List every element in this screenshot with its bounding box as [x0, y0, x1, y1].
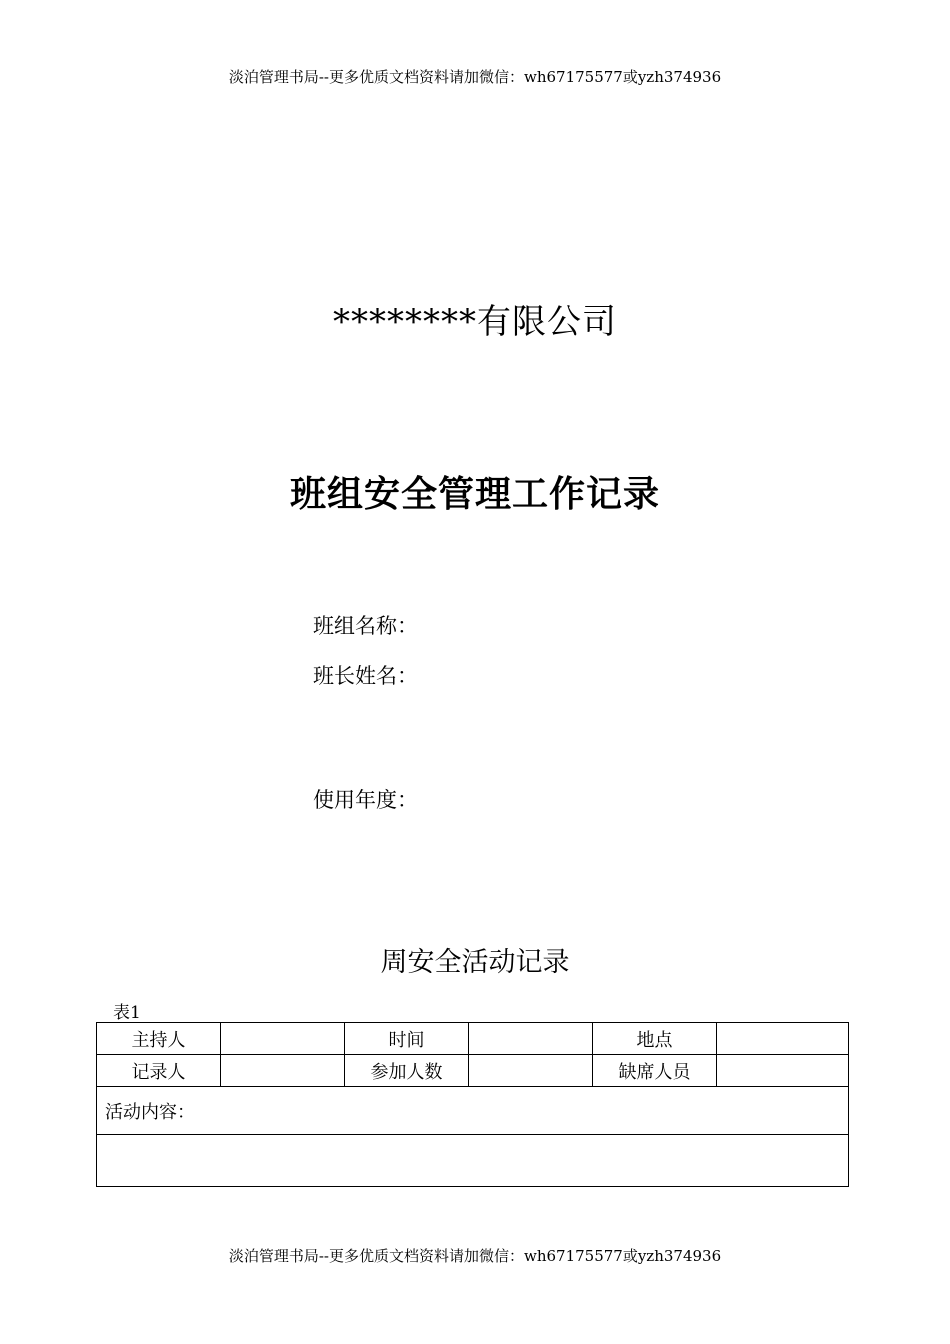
weekly-record-title: 周安全活动记录 [380, 947, 570, 978]
table-row [97, 1023, 849, 1055]
place-label: 地点 [593, 1023, 717, 1055]
table-row [97, 1055, 849, 1087]
absent-label: 缺席人员 [593, 1055, 717, 1087]
attendees-value-cell[interactable] [469, 1055, 593, 1087]
footer-watermark-note: 淡泊管理书局--更多优质文档资料请加微信：wh67175577或yzh374936 [228, 1247, 722, 1265]
document-title: 班组安全管理工作记录 [289, 474, 660, 515]
company-name: ********有限公司 [333, 302, 617, 342]
table-row [97, 1135, 849, 1187]
table-row [97, 1087, 849, 1135]
attendees-label: 参加人数 [345, 1055, 469, 1087]
place-value-cell[interactable] [717, 1023, 849, 1055]
time-label: 时间 [345, 1023, 469, 1055]
activity-content-label: 活动内容： [97, 1087, 849, 1135]
weekly-activity-table [96, 1022, 849, 1187]
team-name-label: 班组名称： [313, 614, 418, 638]
header-watermark-note: 淡泊管理书局--更多优质文档资料请加微信：wh67175577或yzh374936 [228, 68, 722, 86]
absent-value-cell[interactable] [717, 1055, 849, 1087]
table-caption: 表1 [113, 1003, 141, 1023]
activity-content-cell[interactable] [97, 1135, 849, 1187]
recorder-value-cell[interactable] [221, 1055, 345, 1087]
host-label: 主持人 [97, 1023, 221, 1055]
time-value-cell[interactable] [469, 1023, 593, 1055]
usage-year-label: 使用年度： [313, 788, 418, 812]
recorder-label: 记录人 [97, 1055, 221, 1087]
leader-name-label: 班长姓名： [313, 664, 418, 688]
host-value-cell[interactable] [221, 1023, 345, 1055]
